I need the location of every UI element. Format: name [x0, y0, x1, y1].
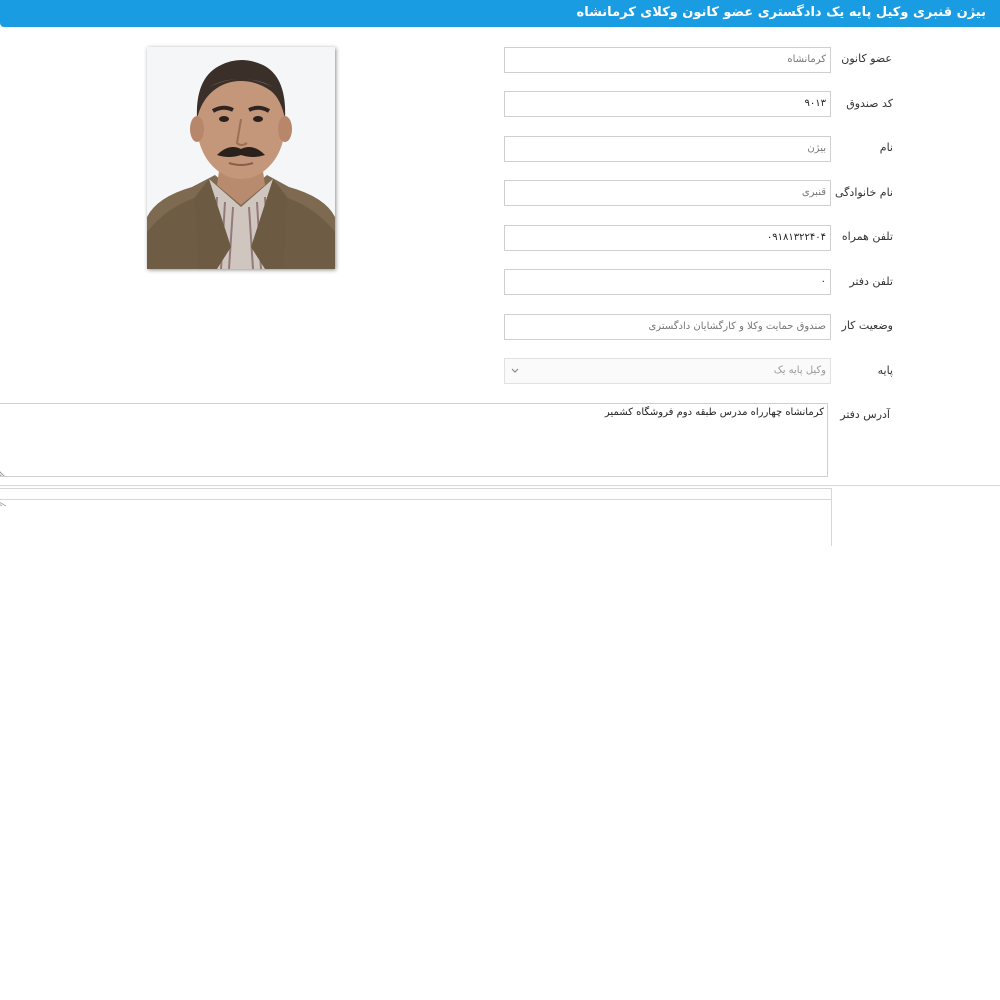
- mobile-phone-field[interactable]: ۰۹۱۸۱۳۲۲۴۰۴: [504, 225, 831, 251]
- office-address-value: کرمانشاه چهارراه مدرس طبقه دوم فروشگاه کشمیر: [604, 407, 824, 418]
- label-bar-association: عضو کانون: [841, 52, 892, 65]
- label-grade: پایه: [877, 364, 893, 377]
- fund-code-field[interactable]: ۹۰۱۳: [504, 91, 831, 117]
- label-work-status: وضعیت کار: [841, 319, 893, 332]
- grade-selected-value: وکیل پایه یک: [773, 365, 826, 376]
- label-office-phone: تلفن دفتر: [849, 275, 893, 288]
- label-fund-code: کد صندوق: [846, 97, 893, 110]
- label-office-address: آدرس دفتر: [840, 408, 890, 421]
- resize-grip-icon[interactable]: [0, 492, 7, 498]
- label-mobile-phone: تلفن همراه: [841, 230, 893, 243]
- profile-photo: [147, 47, 335, 269]
- last-name-field[interactable]: قنبری: [504, 180, 831, 206]
- secondary-textarea-inner-border: [0, 499, 831, 500]
- secondary-textarea[interactable]: [0, 488, 832, 546]
- page-title: بیژن قنبری وکیل پایه یک دادگستری عضو کانون وکلای کرمانشاه: [0, 0, 1000, 27]
- first-name-field[interactable]: بیژن: [504, 136, 831, 162]
- label-first-name: نام: [879, 141, 893, 154]
- work-status-field[interactable]: صندوق حمایت وکلا و کارگشایان دادگستری: [504, 314, 831, 340]
- office-phone-field[interactable]: ۰: [504, 269, 831, 295]
- section-divider: [0, 485, 1000, 486]
- grade-select[interactable]: [504, 358, 831, 384]
- resize-grip-icon[interactable]: [0, 469, 6, 476]
- bar-association-field[interactable]: کرمانشاه: [504, 47, 831, 73]
- office-address-textarea[interactable]: [0, 403, 828, 477]
- chevron-down-icon[interactable]: [510, 359, 520, 383]
- label-last-name: نام خانوادگی: [835, 186, 893, 199]
